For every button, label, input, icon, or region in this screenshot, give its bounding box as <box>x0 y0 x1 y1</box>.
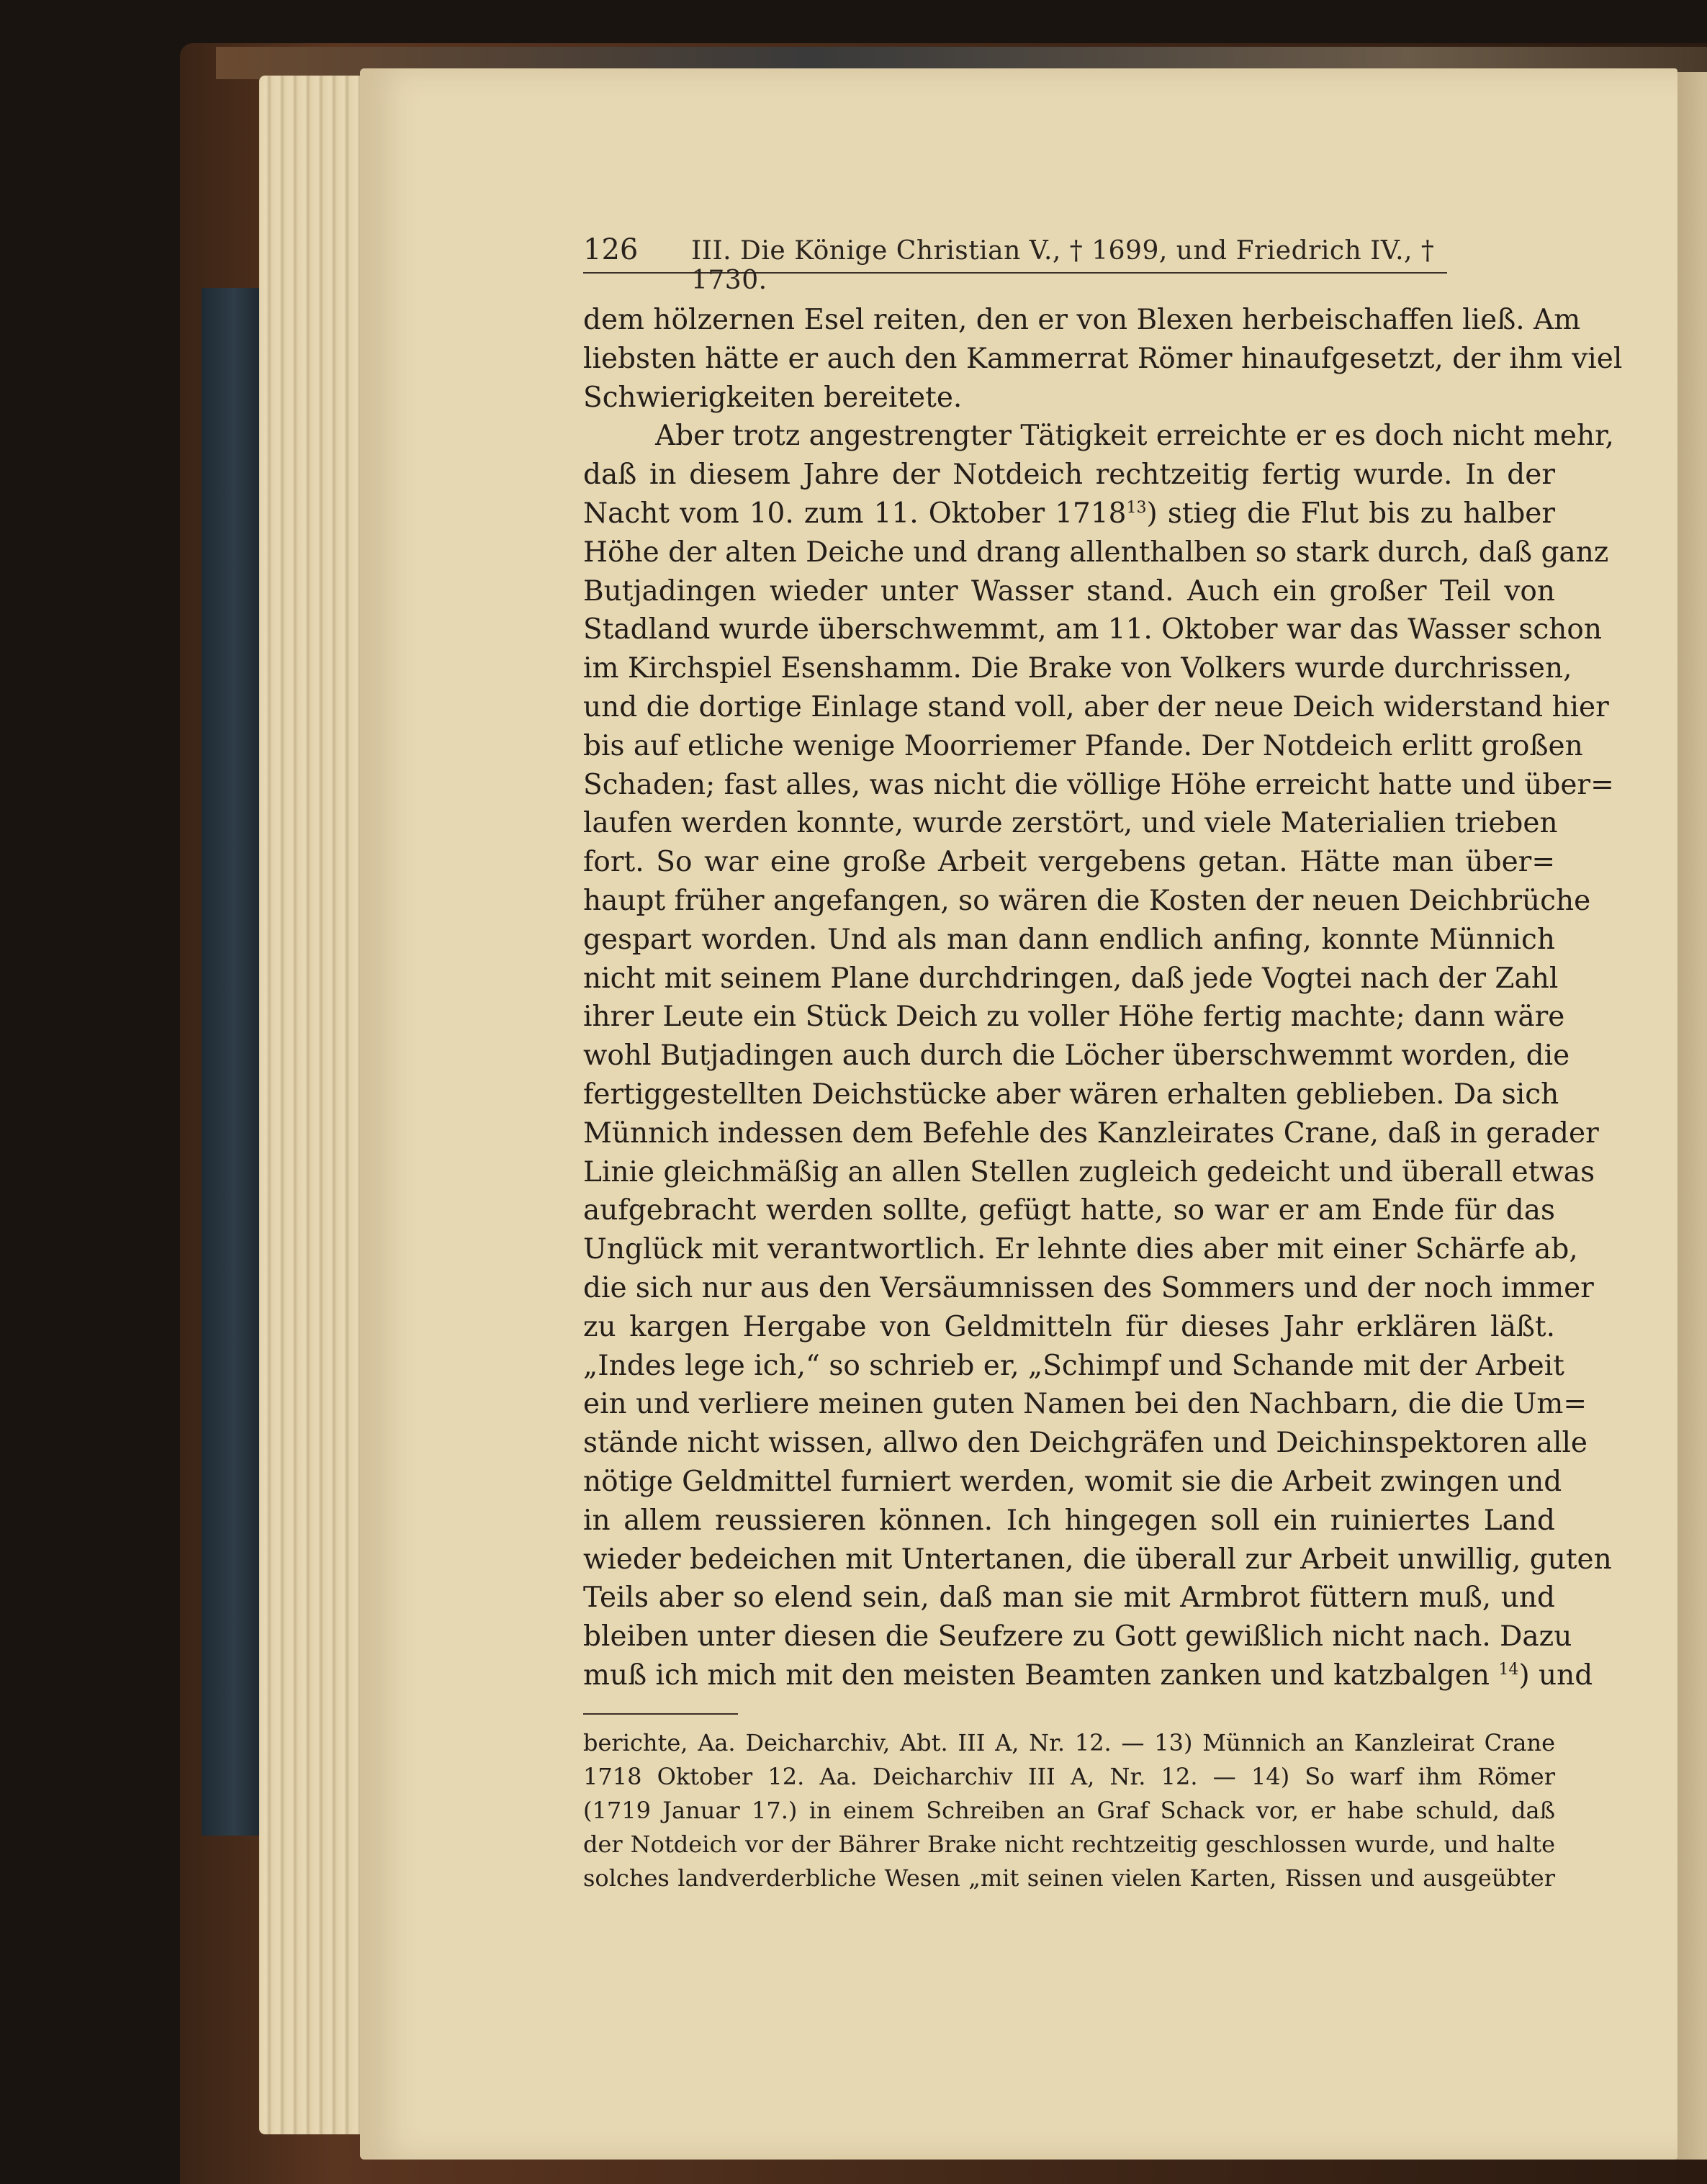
text-line: wieder bedeichen mit Untertanen, die überall zur Arbeit unwillig, guten <box>583 1543 1612 1576</box>
line-text: ) und <box>1518 1659 1593 1692</box>
footnote-ref: 13 <box>1126 498 1147 517</box>
text-line: dem hölzernen Esel reiten, den er von Blexen herbeischaffen ließ. Am <box>583 304 1581 336</box>
footnote-line: der Notdeich vor der Bährer Brake nicht rechtzeitig geschlossen wurde, und halte <box>583 1831 1555 1858</box>
text-line: bis auf etliche wenige Moorriemer Pfande. Der Notdeich erlitt großen <box>583 729 1583 762</box>
text-line: Linie gleichmäßig an allen Stellen zugleich gedeicht und überall etwas <box>583 1155 1595 1188</box>
text-line: in allem reussieren können. Ich hingegen soll ein ruiniertes Land <box>583 1504 1555 1537</box>
text-line: laufen werden konnte, wurde zerstört, und viele Materialien trieben <box>583 807 1558 840</box>
text-line: im Kirchspiel Esenshamm. Die Brake von Volkers wurde durchrissen, <box>583 652 1572 685</box>
text-line: fort. So war eine große Arbeit vergebens getan. Hätte man über= <box>583 846 1555 879</box>
text-line <box>583 495 1555 533</box>
text-line: nötige Geldmittel furniert werden, womit sie die Arbeit zwingen und <box>583 1465 1562 1498</box>
text-line: bleiben unter diesen die Seufzere zu Gott gewißlich nicht nach. Dazu <box>583 1620 1572 1653</box>
text-line: haupt früher angefangen, so wären die Kosten der neuen Deichbrüche <box>583 884 1591 917</box>
text-line: aufgebracht werden sollte, gefügt hatte, so war er am Ende für das <box>583 1194 1555 1227</box>
text-line: Schaden; fast alles, was nicht die völlige Höhe erreicht hatte und über= <box>583 768 1614 801</box>
text-line: ein und verliere meinen guten Namen bei den Nachbarn, die die Um= <box>583 1388 1587 1421</box>
page-number: 126 <box>583 233 639 266</box>
footnote-line: 1718 Oktober 12. Aa. Deicharchiv III A, Nr. 12. — 14) So warf ihm Römer <box>583 1763 1555 1790</box>
text-line: gespart worden. Und als man dann endlich anfing, konnte Münnich <box>583 923 1555 956</box>
page-header <box>583 229 1447 295</box>
running-head: III. Die Könige Christian V., † 1699, und Friedrich IV., † 1730. <box>691 236 1435 295</box>
text-line: stände nicht wissen, allwo den Deichgräfen und Deichinspektoren alle <box>583 1427 1588 1460</box>
line-text: muß ich mich mit den meisten Beamten zanken und katzbalgen <box>583 1659 1490 1692</box>
text-line: wohl Butjadingen auch durch die Löcher überschwemmt worden, die <box>583 1039 1570 1073</box>
text-line: ihrer Leute ein Stück Deich zu voller Höhe fertig machte; dann wäre <box>583 1001 1565 1034</box>
text-line: Teils aber so elend sein, daß man sie mit Armbrot füttern muß, und <box>583 1581 1555 1615</box>
text-line: zu kargen Hergabe von Geldmitteln für dieses Jahr erklären läßt. <box>583 1310 1555 1343</box>
footnote-line: berichte, Aa. Deicharchiv, Abt. III A, Nr. 12. — 13) Münnich an Kanzleirat Crane <box>583 1729 1555 1756</box>
footnote-line: solches landverderbliche Wesen „mit seinen vielen Karten, Rissen und ausgeübter <box>583 1864 1555 1892</box>
body-text <box>583 301 1623 1695</box>
text-line: Aber trotz angestrengter Tätigkeit erreichte er es doch nicht mehr, <box>655 420 1614 453</box>
footnote-rule <box>583 1713 738 1715</box>
footnotes <box>583 1726 1555 1895</box>
line-text: Nacht vom 10. zum 11. Oktober 1718 <box>583 497 1127 530</box>
book-spine <box>202 288 266 1836</box>
line-text: ) stieg die Flut bis zu halber <box>1146 497 1556 530</box>
footnote-line: (1719 Januar 17.) in einem Schreiben an Graf Schack vor, er habe schuld, daß <box>583 1797 1555 1824</box>
text-line: Stadland wurde überschwemmt, am 11. Oktober war das Wasser schon <box>583 613 1602 646</box>
text-line: „Indes lege ich,“ so schrieb er, „Schimpf und Schande mit der Arbeit <box>583 1349 1564 1382</box>
footnote-ref: 14 <box>1498 1660 1519 1679</box>
text-line: Münnich indessen dem Befehle des Kanzleirates Crane, daß in gerader <box>583 1116 1599 1150</box>
text-line: fertiggestellten Deichstücke aber wären erhalten geblieben. Da sich <box>583 1078 1559 1111</box>
text-line: Höhe der alten Deiche und drang allenthalben so stark durch, daß ganz <box>583 536 1609 569</box>
text-line: und die dortige Einlage stand voll, aber der neue Deich widerstand hier <box>583 690 1609 723</box>
text-line: die sich nur aus den Versäumnissen des Sommers und der noch immer <box>583 1271 1594 1304</box>
text-line: Butjadingen wieder unter Wasser stand. Auch ein großer Teil von <box>583 574 1555 608</box>
text-line <box>583 1656 1593 1695</box>
text-line: nicht mit seinem Plane durchdringen, daß jede Vogtei nach der Zahl <box>583 962 1559 995</box>
text-line: Unglück mit verantwortlich. Er lehnte dies aber mit einer Schärfe ab, <box>583 1233 1578 1266</box>
text-line: daß in diesem Jahre der Notdeich rechtzeitig fertig wurde. In der <box>583 459 1555 492</box>
text-line: liebsten hätte er auch den Kammerrat Römer hinaufgesetzt, der ihm viel <box>583 342 1623 375</box>
text-line: Schwierigkeiten bereitete. <box>583 381 963 414</box>
